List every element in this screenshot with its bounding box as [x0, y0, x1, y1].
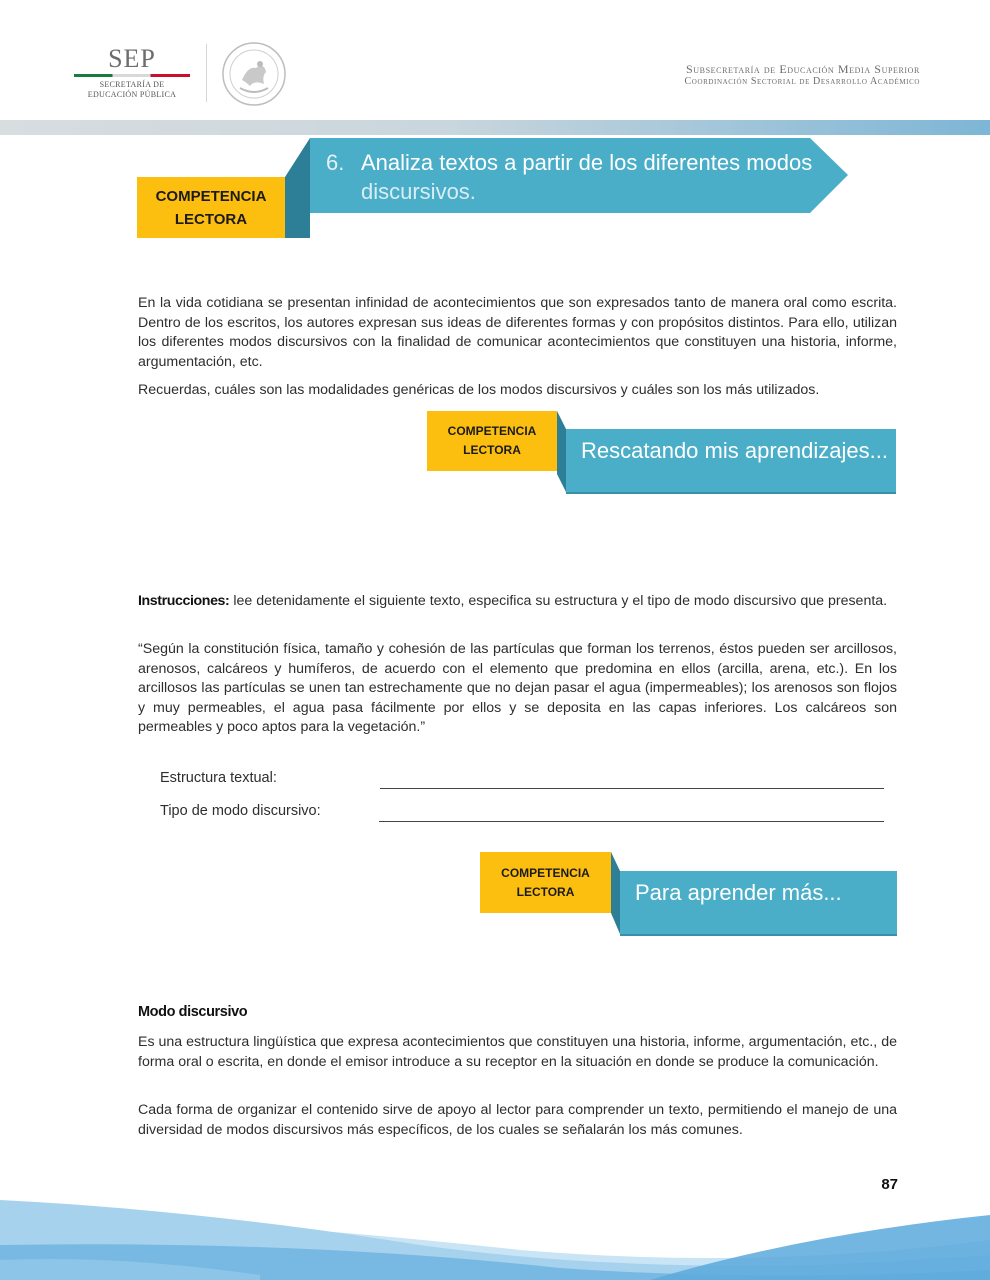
rescatando-title: Rescatando mis aprendizajes... — [581, 438, 888, 463]
header-subsecretaria: Subsecretaría de Educación Media Superior — [686, 62, 920, 76]
tipo-modo-discursivo-label: Tipo de modo discursivo: — [160, 803, 321, 819]
badge-line-1: COMPETENCIA — [155, 187, 267, 205]
instructions-label: Instrucciones: — [138, 593, 230, 609]
intro-paragraph: En la vida cotidiana se presentan infinidad de acontecimientos que son expresados tanto de manera oral como escrita. Dentro de los escritos, los autores expresan sus ideas de diferentes formas y con propósitos distintos. Para ello, utilizan los diferentes modos discursivos con la finalidad de comunicar acontecimientos que constituyen una historia, informe, argumentación, etc. — [138, 295, 897, 370]
header-band — [0, 120, 990, 135]
header-divider — [206, 44, 207, 102]
competencia-lectora-badge-main — [137, 177, 285, 238]
section-heading: Modo discursivo — [138, 1004, 248, 1020]
badge-line-1: COMPETENCIA — [447, 424, 537, 438]
question-paragraph: Recuerdas, cuáles son las modalidades genéricas de los modos discursivos y cuáles son los más utilizados. — [138, 382, 820, 398]
footer-waves — [0, 1160, 990, 1280]
tipo-modo-discursivo-answer-line[interactable] — [379, 821, 884, 822]
estructura-textual-label: Estructura textual: — [160, 770, 277, 786]
sep-flag-bar — [74, 74, 190, 77]
competency-title — [361, 148, 831, 206]
page-number: 87 — [881, 1176, 898, 1193]
sep-logo-sub-1: SECRETARÍA DE — [99, 80, 165, 89]
header-coordinacion: Coordinación Sectorial de Desarrollo Académico — [684, 76, 920, 87]
badge-line-1: COMPETENCIA — [501, 865, 590, 880]
sep-logo — [72, 44, 192, 104]
national-seal-icon — [220, 40, 288, 108]
header-institution — [685, 62, 920, 88]
instructions-text: lee detenidamente el siguiente texto, especifica su estructura y el tipo de modo discursivo que presenta. — [229, 593, 888, 609]
competency-title-line-1: Analiza textos a partir de los diferentes modos — [361, 150, 813, 175]
definition-paragraph: Es una estructura lingüística que expresa acontecimientos que constituyen una historia, informe, argumentación, etc., de forma oral o escrita, en donde el emisor introduce a su receptor en la situación en donde se produce la comunicación. — [138, 1034, 897, 1070]
instructions-paragraph — [138, 592, 897, 612]
competency-title-line-2: discursivos. — [361, 179, 476, 204]
estructura-textual-answer-line[interactable] — [380, 788, 884, 789]
explanation-paragraph: Cada forma de organizar el contenido sirve de apoyo al lector para comprender un texto, permitiendo el manejo de una diversidad de modos discursivos más específicos, de los cuales se señalarán los más comunes. — [138, 1102, 897, 1138]
sep-logo-word: SEP — [108, 44, 156, 73]
competency-number: 6. — [326, 150, 345, 175]
competencia-lectora-badge-rescatando — [427, 411, 557, 471]
badge-line-2: LECTORA — [174, 210, 248, 228]
quoted-text: “Según la constitución física, tamaño y cohesión de las partículas que forman los terrenos, éstos pueden ser arcillosos, arenosos, calcáreos y humíferos, de acuerdo con el elemento que predomina en ellos (arcilla, arena, etc.). En los arcillosos las partículas se unen tan estrechamente que no dejan pasar el agua (impermeables); los arenosos son flojos y muy permeables, el agua pasa fácilmente por ellos y se deposita en las capas inferiores. Los calcáreos son permeables y poco aptos para la vegetación.” — [138, 641, 897, 736]
badge-line-2: LECTORA — [463, 443, 521, 457]
competencia-lectora-badge-aprender — [480, 852, 611, 913]
aprender-title: Para aprender más... — [635, 880, 842, 905]
sep-logo-sub-2: EDUCACIÓN PÚBLICA — [87, 90, 177, 99]
badge-line-2: LECTORA — [516, 884, 575, 899]
